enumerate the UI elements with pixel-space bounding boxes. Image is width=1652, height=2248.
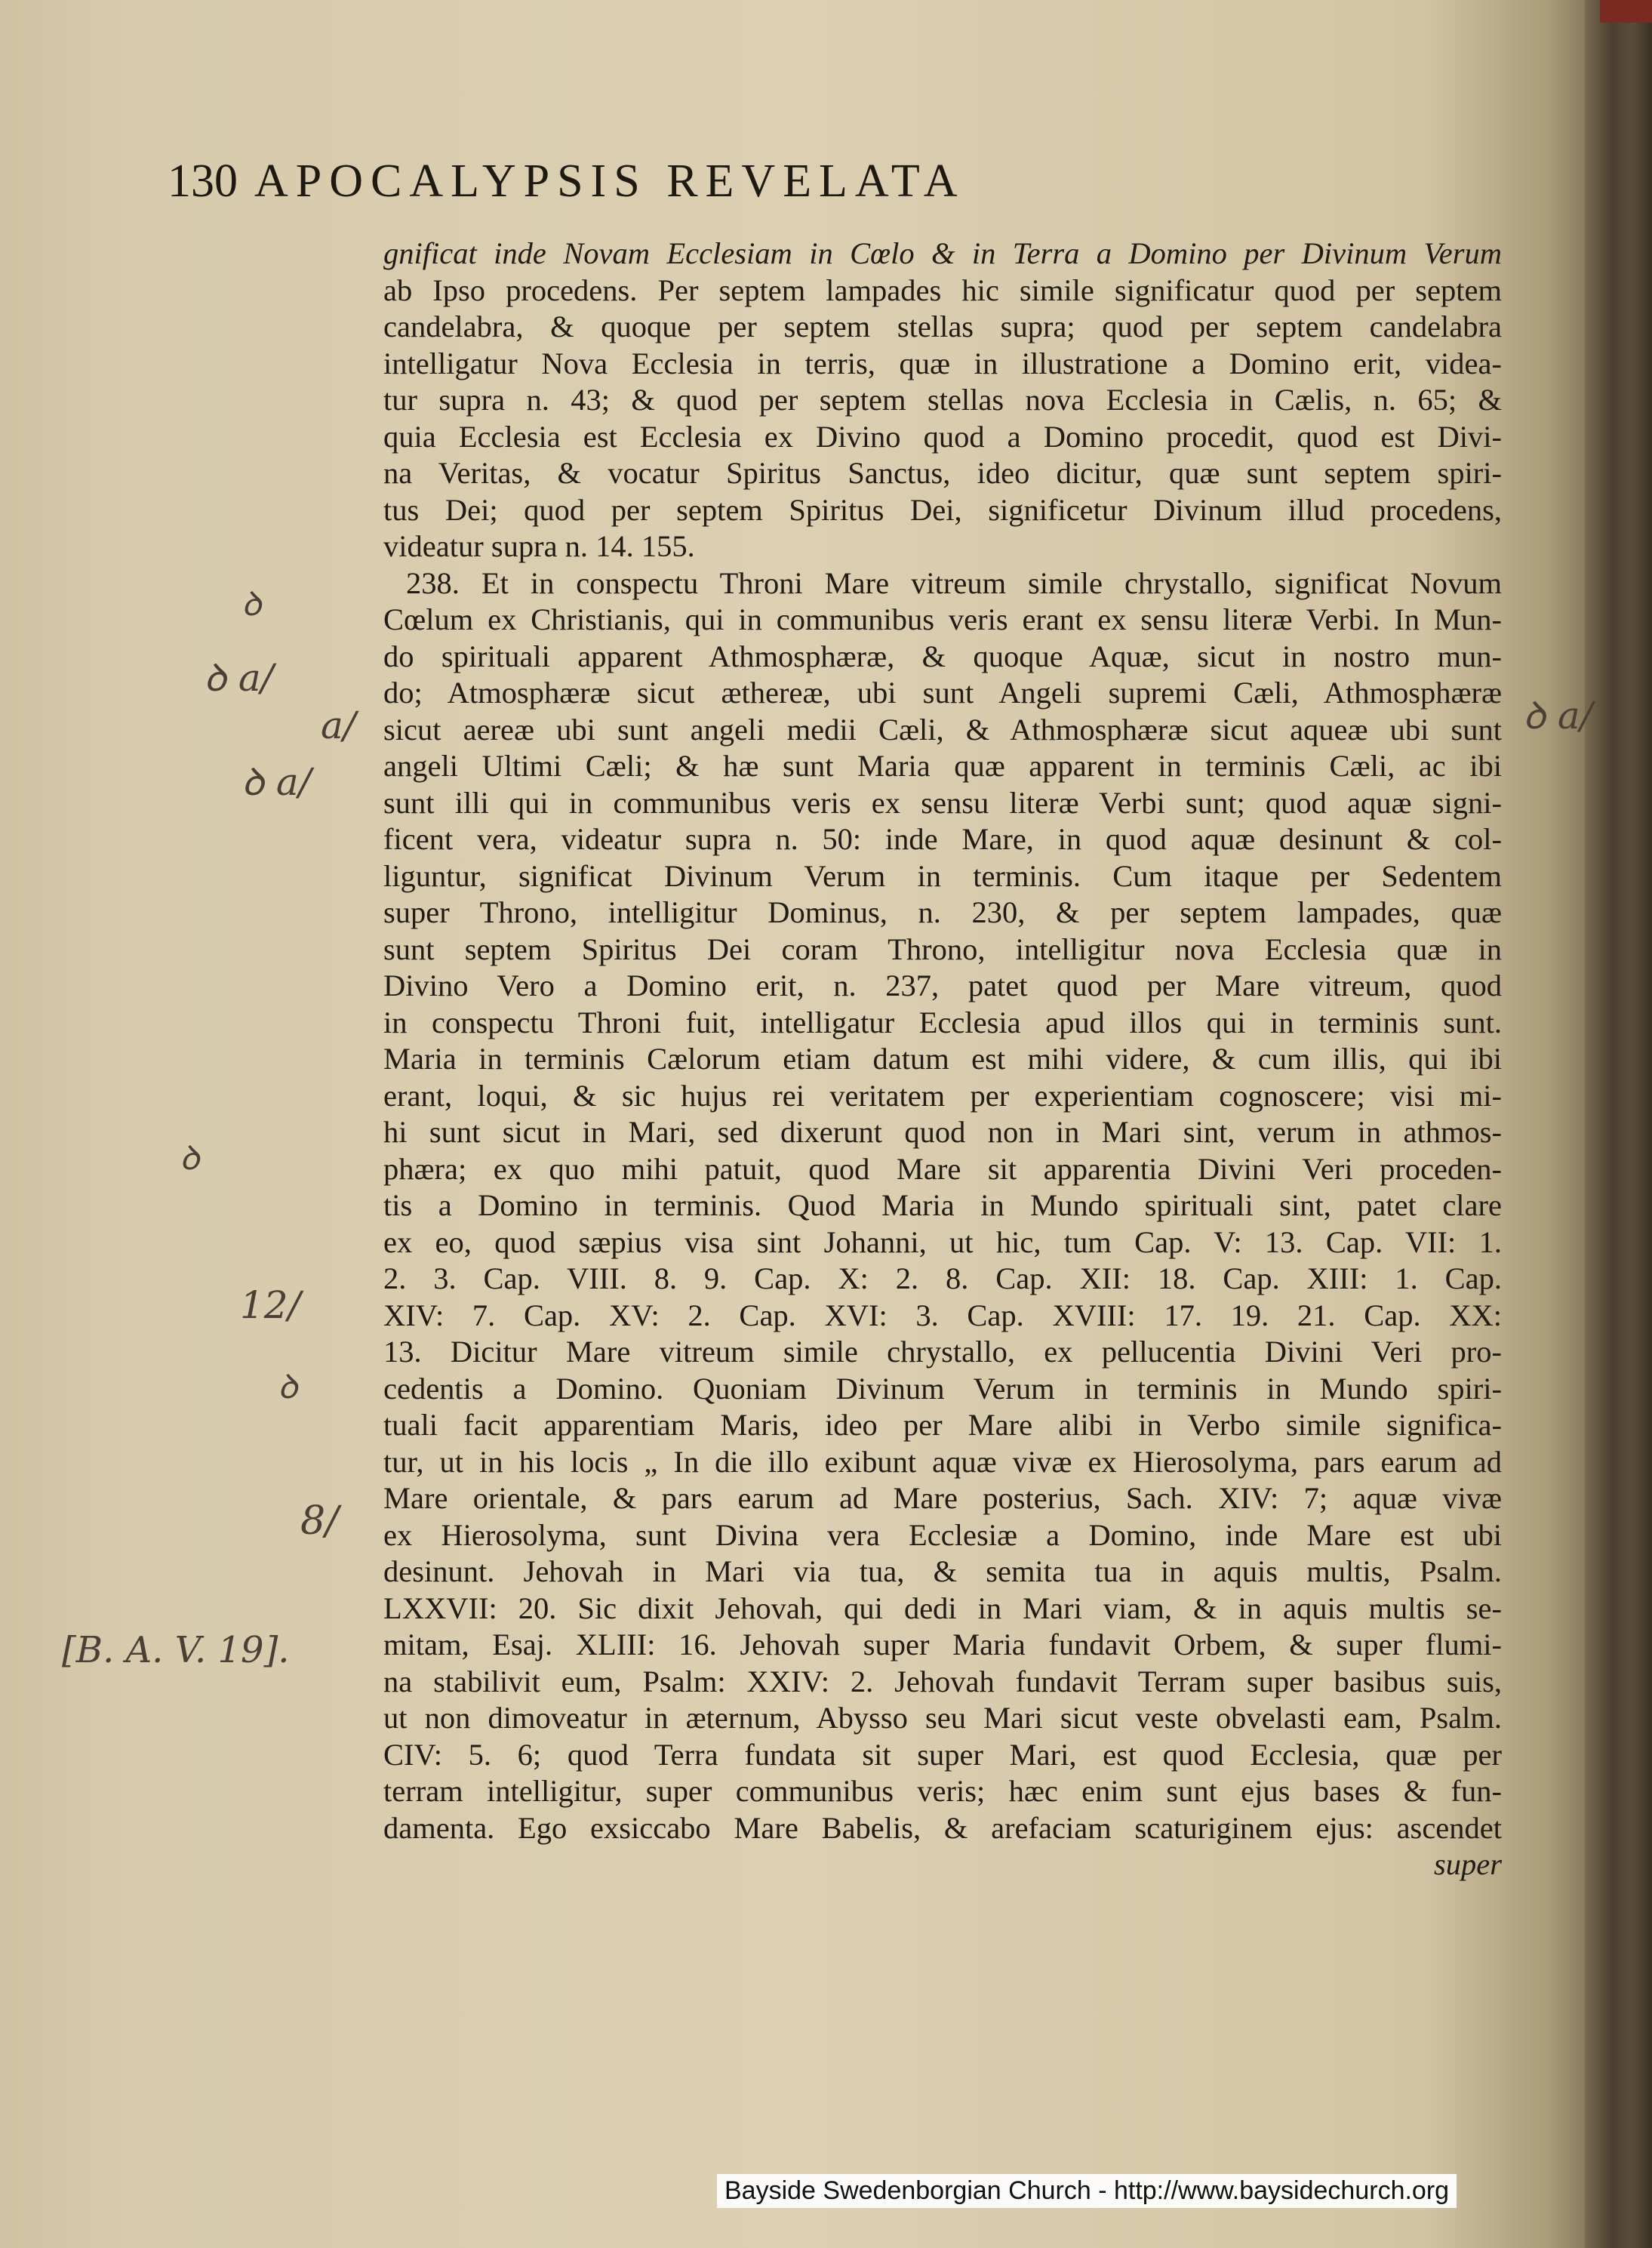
text-line: angeli Ultimi Cæli; & hæ sunt Maria quæ apparent in terminis Cæli, ac ibi	[383, 749, 1502, 783]
text-line: 2. 3. Cap. VIII. 8. 9. Cap. X: 2. 8. Cap. XII: 18. Cap. XIII: 1. Cap.	[383, 1261, 1502, 1295]
margin-note: 8/	[300, 1498, 339, 1544]
text-line: mitam, Esaj. XLIII: 16. Jehovah super Maria fundavit Orbem, & super flumi-	[383, 1627, 1502, 1661]
text-line: tus Dei; quod per septem Spiritus Dei, significetur Divinum illud procedens,	[383, 492, 1502, 527]
text-line: 13. Dicitur Mare vitreum simile chrystallo, ex pellucentia Divini Veri pro-	[383, 1335, 1502, 1369]
text-line: ex Hierosolyma, sunt Divina vera Ecclesiæ a Domino, inde Mare est ubi	[383, 1517, 1502, 1552]
running-header	[168, 155, 1496, 208]
margin-note: a/	[321, 704, 356, 747]
margin-note: ꝺ	[278, 1368, 298, 1406]
text-line: liguntur, significat Divinum Verum in terminis. Cum itaque per Sedentem	[383, 858, 1502, 893]
text-line: sicut aereæ ubi sunt angeli medii Cæli, & Athmosphæræ sicut aqueæ ubi sunt	[383, 712, 1502, 747]
text-line: ficent vera, videatur supra n. 50: inde Mare, in quod aquæ desinunt & col-	[383, 822, 1502, 856]
margin-note: ꝺ a/	[204, 656, 274, 700]
text-line: intelligatur Nova Ecclesia in terris, quæ in illustratione a Domino erit, videa-	[383, 346, 1502, 380]
text-line: desinunt. Jehovah in Mari via tua, & semita tua in aquis multis, Psalm.	[383, 1554, 1502, 1588]
text-line: na stabilivit eum, Psalm: XXIV: 2. Jehovah fundavit Terram super basibus suis,	[383, 1664, 1502, 1698]
running-title: APOCALYPSIS REVELATA	[254, 156, 965, 207]
text-line: tur, ut in his locis „ In die illo exibunt aquæ vivæ ex Hierosolyma, pars earum ad	[383, 1444, 1502, 1479]
book-gutter	[1585, 0, 1652, 2248]
text-line: in conspectu Throni fuit, intelligatur Ecclesia apud illos qui in terminis sunt.	[383, 1005, 1502, 1039]
margin-note: [B. A. V. 19].	[62, 1629, 290, 1671]
text-line: ut non dimoveatur in æternum, Abysso seu Mari sicut veste obvelasti eam, Psalm.	[383, 1701, 1502, 1735]
cover-edge	[1600, 0, 1652, 23]
watermark: Bayside Swedenborgian Church - http://www.baysidechurch.org	[717, 2174, 1457, 2208]
text-line: cedentis a Domino. Quoniam Divinum Verum in terminis in Mundo spiri-	[383, 1371, 1502, 1406]
text-line: super	[1434, 1847, 1502, 1881]
text-line: ab Ipso procedens. Per septem lampades hic simile significatur quod per septem	[383, 273, 1502, 307]
margin-note: 12/	[240, 1283, 301, 1327]
text-line: videatur supra n. 14. 155.	[383, 529, 695, 563]
text-line: tuali facit apparentiam Maris, ideo per Mare alibi in Verbo simile significa-	[383, 1408, 1502, 1442]
text-line: CIV: 5. 6; quod Terra fundata sit super Mari, est quod Ecclesia, quæ per	[383, 1737, 1502, 1772]
text-line: do; Atmosphæræ sicut æthereæ, ubi sunt Angeli supremi Cæli, Athmosphæræ	[383, 676, 1502, 710]
margin-note: ꝺ a/	[1523, 694, 1593, 738]
text-line: Divino Vero a Domino erit, n. 237, patet quod per Mare vitreum, quod	[383, 968, 1502, 1002]
body-text	[383, 236, 1502, 1883]
page-number: 130	[168, 156, 238, 207]
text-line: gnificat inde Novam Ecclesiam in Cœlo & in Terra a Domino per Divinum Verum	[383, 236, 1502, 270]
text-line: damenta. Ego exsiccabo Mare Babelis, & arefaciam scaturiginem ejus: ascendet	[383, 1810, 1502, 1845]
text-line: super Throno, intelligitur Dominus, n. 230, & per septem lampades, quæ	[383, 895, 1502, 929]
text-line: sunt septem Spiritus Dei coram Throno, intelligitur nova Ecclesia quæ in	[383, 932, 1502, 966]
text-line: na Veritas, & vocatur Spiritus Sanctus, ideo dicitur, quæ sunt septem spiri-	[383, 456, 1502, 490]
margin-note: ꝺ	[180, 1139, 200, 1178]
text-line: Mare orientale, & pars earum ad Mare posterius, Sach. XIV: 7; aquæ vivæ	[383, 1481, 1502, 1515]
text-line: ex eo, quod sæpius visa sint Johanni, ut hic, tum Cap. V: 13. Cap. VII: 1.	[383, 1224, 1502, 1259]
text-line: hi sunt sicut in Mari, sed dixerunt quod non in Mari sint, verum in athmos-	[383, 1115, 1502, 1149]
text-line: phæra; ex quo mihi patuit, quod Mare sit apparentia Divini Veri proceden-	[383, 1151, 1502, 1186]
margin-note: ꝺ	[241, 585, 262, 624]
text-line: do spirituali apparent Athmosphæræ, & quoque Aquæ, sicut in nostro mun-	[383, 639, 1502, 673]
text-line: sunt illi qui in communibus veris ex sensu literæ Verbi sunt; quod aquæ signi-	[383, 785, 1502, 820]
text-line: Cœlum ex Christianis, qui in communibus veris erant ex sensu literæ Verbi. In Mun-	[383, 602, 1502, 636]
text-line: XIV: 7. Cap. XV: 2. Cap. XVI: 3. Cap. XVIII: 17. 19. 21. Cap. XX:	[383, 1298, 1502, 1332]
margin-note: ꝺ a/	[241, 760, 312, 804]
text-line: tis a Domino in terminis. Quod Maria in Mundo spirituali sint, patet clare	[383, 1188, 1502, 1222]
text-line: quia Ecclesia est Ecclesia ex Divino quod a Domino procedit, quod est Divi-	[383, 419, 1502, 454]
text-line: Maria in terminis Cælorum etiam datum est mihi videre, & cum illis, qui ibi	[383, 1042, 1502, 1076]
text-line: 238. Et in conspectu Throni Mare vitreum simile chrystallo, significat Novum	[406, 565, 1502, 600]
text-line: tur supra n. 43; & quod per septem stellas nova Ecclesia in Cælis, n. 65; &	[383, 383, 1502, 417]
text-line: erant, loqui, & sic hujus rei veritatem per experientiam cognoscere; visi mi-	[383, 1078, 1502, 1113]
text-line: candelabra, & quoque per septem stellas supra; quod per septem candelabra	[383, 309, 1502, 343]
text-line: LXXVII: 20. Sic dixit Jehovah, qui dedi in Mari viam, & in aquis multis se-	[383, 1591, 1502, 1625]
text-line: terram intelligitur, super communibus veris; hæc enim sunt ejus bases & fun-	[383, 1774, 1502, 1808]
